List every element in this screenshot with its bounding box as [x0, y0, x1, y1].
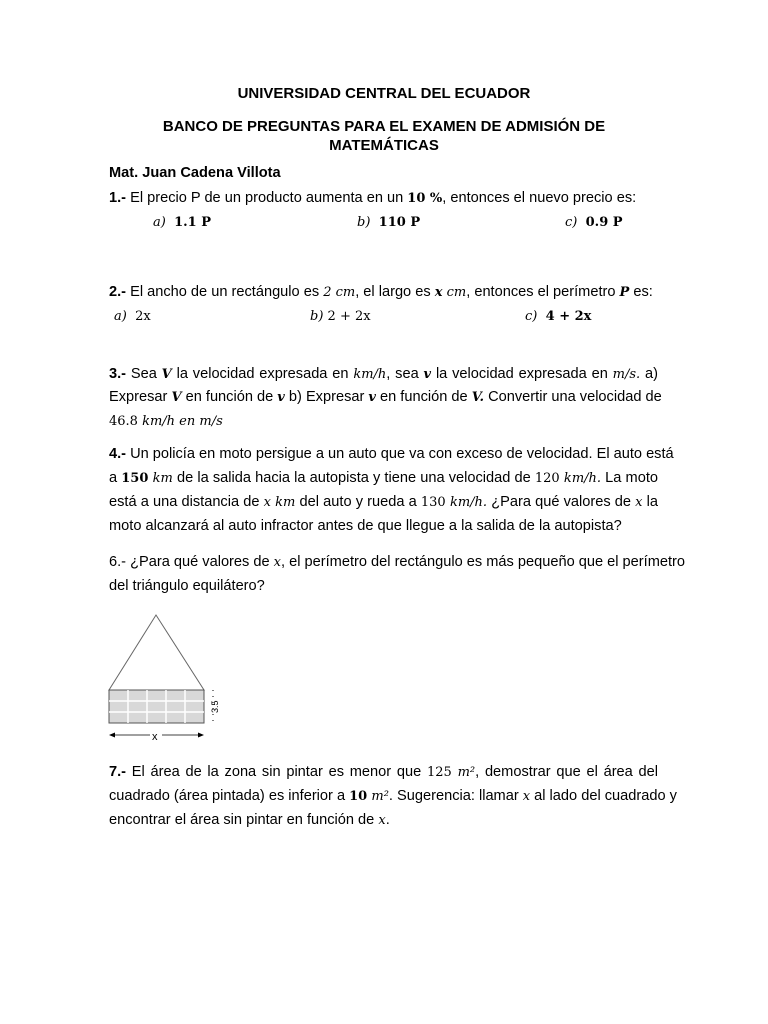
width-label: x: [152, 731, 158, 743]
bank-title-line2: MATEMÁTICAS: [329, 137, 439, 154]
q2-option-b: b) 2 + 2x: [310, 309, 371, 324]
height-label: 3.5: [210, 700, 220, 713]
question-2: 2.- El ancho de un rectángulo es 2 cm, el largo es x cm, entonces el perímetro P es:: [109, 284, 653, 300]
triangle-rectangle-figure: [100, 608, 230, 748]
right-arrow-icon: [198, 733, 204, 738]
question-3-line2: Expresar V en función de v b) Expresar v en función de V. Convertir una velocidad de: [109, 389, 662, 405]
author: Mat. Juan Cadena Villota: [109, 165, 281, 181]
question-4-line2: a 150 km de la salida hacia la autopista y tiene una velocidad de 120 km/h. La moto: [109, 470, 658, 486]
question-7-line3: encontrar el área sin pintar en función de x.: [109, 812, 390, 828]
question-6-line2: del triángulo equilátero?: [109, 578, 265, 594]
equilateral-triangle: [109, 615, 204, 690]
q1-option-b: b) 110 P: [357, 215, 421, 230]
university-title: UNIVERSIDAD CENTRAL DEL ECUADOR: [237, 85, 531, 102]
question-3-line1: 3.- Sea V la velocidad expresada en km/h, sea v la velocidad expresada en m/s. a): [109, 366, 658, 382]
question-4-line3: está a una distancia de x km del auto y rueda a 130 km/h. ¿Para qué valores de x la: [109, 494, 659, 510]
question-6-line1: 6.- ¿Para qué valores de x, el perímetro del rectángulo es más pequeño que el perímetro: [109, 554, 686, 570]
question-3-line3: 46.8 km/h en m/s: [109, 414, 223, 429]
q2-option-c: c) 4 + 2x: [525, 309, 592, 324]
question-7-line1: 7.- El área de la zona sin pintar es menor que 125 m², demostrar que el área del: [109, 764, 659, 780]
question-number: 1.-: [109, 190, 127, 206]
bank-title-line1: BANCO DE PREGUNTAS PARA EL EXAMEN DE ADMISIÓN DE: [162, 118, 606, 135]
question-1: 1.- El precio P de un producto aumenta en un 10 %, entonces el nuevo precio es:: [109, 190, 637, 206]
q1-option-a: a) 1.1 P: [153, 215, 212, 230]
q1-option-c: c) 0.9 P: [565, 215, 623, 230]
left-arrow-icon: [109, 733, 115, 738]
question-4-line1: 4.- Un policía en moto persigue a un auto que va con exceso de velocidad. El auto está: [109, 446, 674, 462]
question-4-line4: moto alcanzará al auto infractor antes de que llegue a la salida de la autopista?: [109, 518, 622, 534]
question-number: 2.-: [109, 284, 127, 300]
rectangle: [109, 690, 204, 723]
q2-option-a: a) 2x: [114, 309, 151, 324]
question-7-line2: cuadrado (área pintada) es inferior a 10 m². Sugerencia: llamar x al lado del cuadrado y: [109, 788, 677, 804]
